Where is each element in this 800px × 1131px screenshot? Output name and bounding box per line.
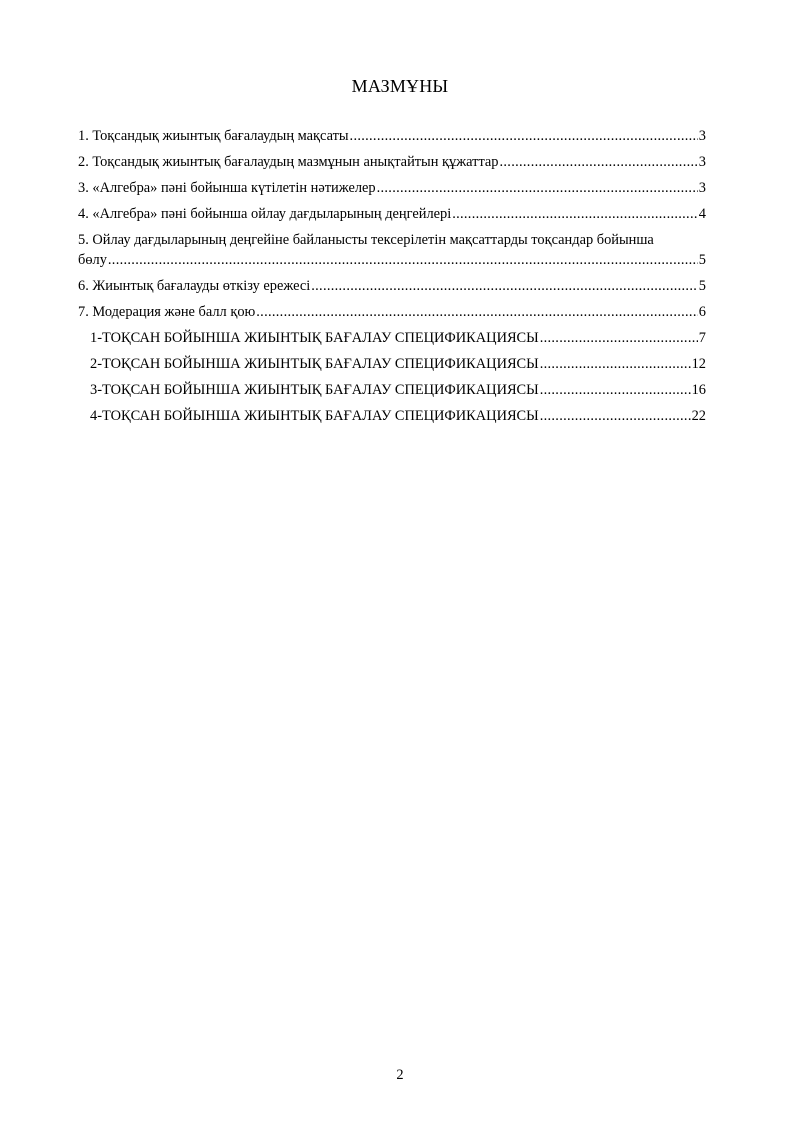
toc-leader-dots (540, 382, 691, 399)
toc-leader-dots (108, 252, 698, 269)
toc-leader-dots (500, 154, 698, 171)
toc-entry-2[interactable] (78, 154, 706, 171)
toc-entry-7[interactable] (78, 304, 706, 321)
toc-leader-dots (452, 206, 698, 223)
toc-entry-page: 5 (698, 252, 706, 268)
toc-entry-page: 22 (691, 408, 706, 424)
toc-entry-5-continuation (78, 252, 706, 269)
toc-entry-page: 12 (691, 356, 706, 372)
page-number: 2 (396, 1067, 404, 1083)
toc-leader-dots (540, 330, 698, 347)
toc-entry-text-line2: бөлу (78, 252, 107, 268)
toc-entry-quarter-3[interactable] (78, 382, 706, 399)
toc-entry-text: 1-ТОҚСАН БОЙЫНША ЖИЫНТЫҚ БАҒАЛАУ СПЕЦИФИКАЦИЯСЫ (90, 330, 539, 346)
toc-entry-quarter-4[interactable] (78, 408, 706, 425)
toc-leader-dots (540, 408, 691, 425)
toc-entry-page: 5 (698, 278, 706, 294)
toc-entry-page: 16 (691, 382, 706, 398)
toc-entry-text: 3. «Алгебра» пәні бойынша күтілетін нәтижелер (78, 180, 376, 196)
toc-entry-page: 4 (698, 206, 706, 222)
toc-entry-6[interactable] (78, 278, 706, 295)
toc-leader-dots (377, 180, 698, 197)
page-title: МАЗМҰНЫ (351, 76, 449, 96)
table-of-contents (78, 128, 706, 425)
toc-entry-text: 4-ТОҚСАН БОЙЫНША ЖИЫНТЫҚ БАҒАЛАУ СПЕЦИФИКАЦИЯСЫ (90, 408, 539, 424)
toc-entry-page: 3 (698, 154, 706, 170)
toc-entry-text: 6. Жиынтық бағалауды өткізу ережесі (78, 278, 311, 294)
toc-leader-dots (350, 128, 698, 145)
toc-entry-page: 3 (698, 180, 706, 196)
toc-entry-text: 3-ТОҚСАН БОЙЫНША ЖИЫНТЫҚ БАҒАЛАУ СПЕЦИФИКАЦИЯСЫ (90, 382, 539, 398)
toc-entry-page: 7 (698, 330, 706, 346)
toc-leader-dots (256, 304, 698, 321)
toc-entry-text: 2-ТОҚСАН БОЙЫНША ЖИЫНТЫҚ БАҒАЛАУ СПЕЦИФИКАЦИЯСЫ (90, 356, 539, 372)
toc-entry-quarter-2[interactable] (78, 356, 706, 373)
toc-entry-text: 2. Тоқсандық жиынтық бағалаудың мазмұнын анықтайтын құжаттар (78, 154, 499, 170)
toc-entry-text-line1: 5. Ойлау дағдыларының деңгейіне байланысты тексерілетін мақсаттарды тоқсандар бойынша (78, 232, 654, 248)
toc-entry-text: 1. Тоқсандық жиынтық бағалаудың мақсаты (78, 128, 349, 144)
toc-entry-quarter-1[interactable] (78, 330, 706, 347)
toc-entry-5[interactable] (78, 232, 706, 269)
toc-leader-dots (311, 278, 698, 295)
toc-leader-dots (540, 356, 691, 373)
toc-entry-page: 3 (698, 128, 706, 144)
toc-entry-3[interactable] (78, 180, 706, 197)
toc-entry-page: 6 (698, 304, 706, 320)
toc-entry-4[interactable] (78, 206, 706, 223)
toc-entry-text: 7. Модерация және балл қою (78, 304, 256, 320)
toc-entry-1[interactable] (78, 128, 706, 145)
toc-entry-text: 4. «Алгебра» пәні бойынша ойлау дағдыларының деңгейлері (78, 206, 452, 222)
